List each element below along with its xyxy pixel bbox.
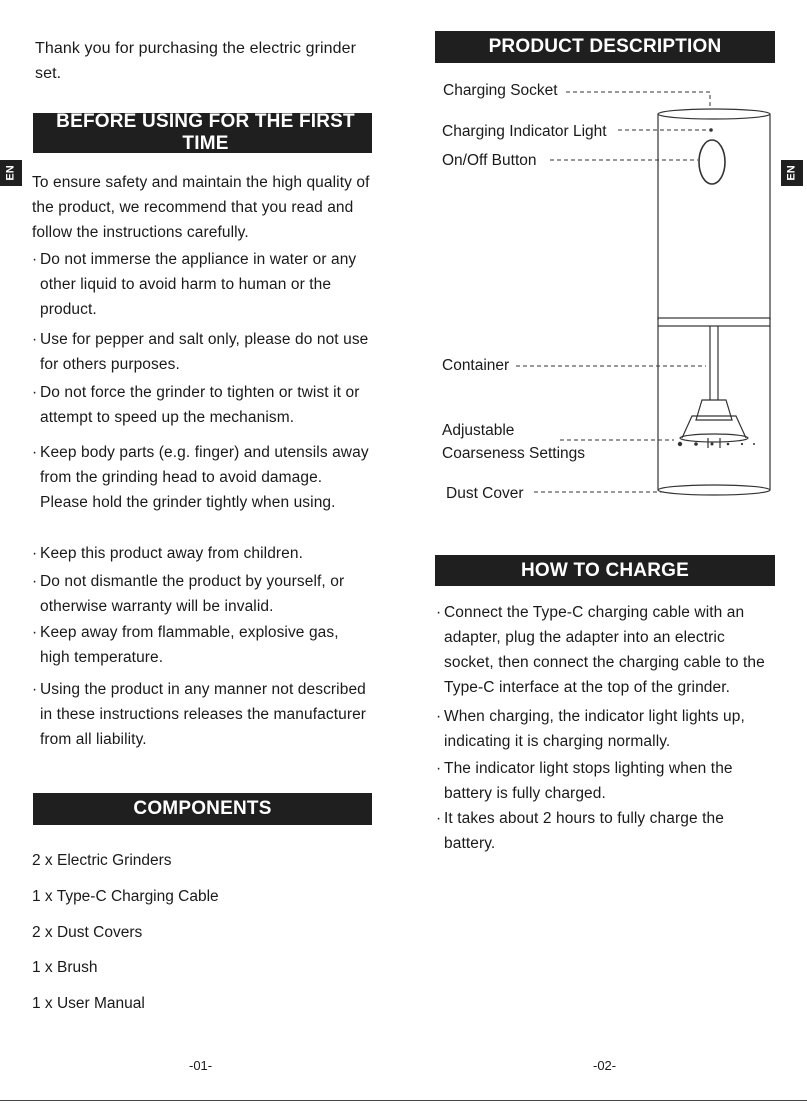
on-off-button bbox=[699, 140, 725, 184]
label-indicator-light: Charging Indicator Light bbox=[442, 123, 607, 140]
label-dust-cover: Dust Cover bbox=[446, 485, 524, 502]
warning-item: · Do not immerse the appliance in water or any other liquid to avoid harm to human or the product. bbox=[32, 251, 357, 318]
component-item: 2 x Dust Covers bbox=[32, 924, 143, 941]
grinder-top-cap bbox=[658, 109, 770, 119]
label-adjustable: Adjustable bbox=[442, 422, 515, 439]
grinder-bottom bbox=[658, 485, 770, 495]
components-heading: COMPONENTS bbox=[33, 793, 372, 825]
warning-item: · Using the product in any manner not described in these instructions releases the manufacturer from all liability. bbox=[32, 681, 367, 748]
charge-step: · Connect the Type-C charging cable with an adapter, plug the adapter into an electric socket, then connect the charging cable to the Type-C interface at the top of the grinder. bbox=[436, 604, 765, 696]
page-number-left: -01- bbox=[189, 1058, 213, 1073]
grinding-head bbox=[696, 400, 732, 420]
indicator-light bbox=[709, 128, 713, 132]
before-intro-text: To ensure safety and maintain the high quality of the product, we recommend that you read and follow the instructions carefully. bbox=[32, 174, 370, 241]
warning-item: · Keep body parts (e.g. finger) and utensils away from the grinding head to avoid damage. Please hold the grinder tightly when using. bbox=[32, 444, 369, 511]
leader-charging-socket bbox=[566, 92, 710, 108]
label-charging-socket: Charging Socket bbox=[443, 82, 558, 99]
charge-step: · It takes about 2 hours to fully charge the battery. bbox=[436, 810, 724, 852]
label-container: Container bbox=[442, 357, 510, 374]
warning-item: · Use for pepper and salt only, please do not use for others purposes. bbox=[32, 331, 369, 373]
warning-item: · Keep away from flammable, explosive gas, high temperature. bbox=[32, 624, 339, 666]
label-coarseness-settings: Coarseness Settings bbox=[442, 445, 586, 462]
charge-step: · The indicator light stops lighting when the battery is fully charged. bbox=[436, 760, 733, 802]
warning-item: · Do not force the grinder to tighten or twist it or attempt to speed up the mechanism. bbox=[32, 384, 360, 426]
component-item: 2 x Electric Grinders bbox=[32, 852, 172, 869]
component-item: 1 x Type-C Charging Cable bbox=[32, 888, 219, 905]
lang-tab-right: EN bbox=[781, 160, 803, 186]
lang-tab-left: EN bbox=[0, 160, 22, 186]
component-item: 1 x Brush bbox=[32, 959, 98, 976]
page-number-right: -02- bbox=[593, 1058, 617, 1073]
how-to-charge-heading: HOW TO CHARGE bbox=[435, 555, 775, 586]
component-item: 1 x User Manual bbox=[32, 995, 145, 1012]
warning-item: · Keep this product away from children. bbox=[32, 545, 304, 562]
before-using-heading: BEFORE USING FOR THE FIRST TIME bbox=[33, 113, 372, 153]
label-on-off-button: On/Off Button bbox=[442, 152, 537, 169]
warning-item: · Do not dismantle the product by yourself, or otherwise warranty will be invalid. bbox=[32, 573, 345, 615]
charge-step: · When charging, the indicator light lights up, indicating it is charging normally. bbox=[436, 708, 745, 750]
bottom-rule bbox=[0, 1100, 807, 1101]
grinder-mid-band bbox=[658, 318, 770, 326]
intro-text: Thank you for purchasing the electric grinder set. bbox=[35, 40, 357, 82]
product-description-heading: PRODUCT DESCRIPTION bbox=[435, 31, 775, 63]
